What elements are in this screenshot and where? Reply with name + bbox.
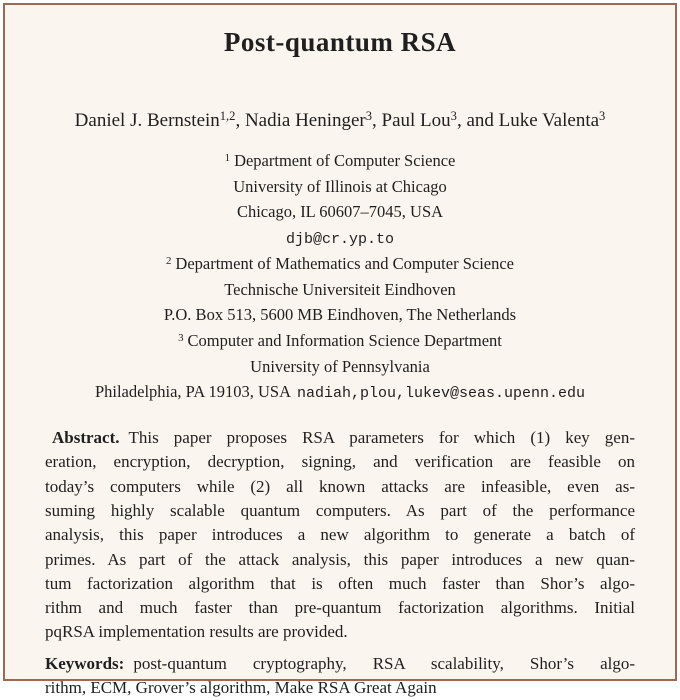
- institute-line: [5, 278, 675, 304]
- institute-text: Computer and Information Science Department: [187, 330, 502, 350]
- institute-line: [5, 175, 675, 201]
- paper-title: Post-quantum RSA: [223, 27, 457, 57]
- keywords-line: [45, 652, 635, 676]
- author-separator: , and: [456, 110, 499, 131]
- institute-line: [5, 303, 675, 329]
- institute-line: [5, 226, 675, 252]
- author-name: Luke Valenta: [498, 110, 600, 131]
- author: [499, 110, 606, 131]
- institute-text: Department of Computer Science: [234, 151, 456, 170]
- institute-text: Philadelphia, PA 19103, USA: [94, 382, 291, 402]
- author: [75, 110, 245, 131]
- author-name: Paul Lou: [381, 110, 451, 131]
- author-affiliation-marker: 3: [599, 109, 606, 124]
- institute-line: [5, 329, 675, 355]
- authors-line: [5, 108, 675, 134]
- affiliation-marker: 2: [165, 254, 172, 267]
- author-name: Nadia Heninger: [244, 110, 366, 131]
- abstract-line: today’s computers while (2) all known attacks are infeasible, even as-: [45, 476, 635, 496]
- abstract-line: eration, encryption, decryption, signing, and verification are feasible on: [45, 452, 635, 472]
- institute-text: University of Pennsylvania: [250, 356, 430, 376]
- affiliations-block: [5, 149, 675, 406]
- paper-page: [3, 3, 677, 697]
- abstract-line: tum factorization algorithm that is often much faster than Shor’s algo-: [45, 573, 635, 593]
- author-name: Daniel J. Bernstein: [74, 110, 220, 131]
- author-affiliation-marker: 1,2: [219, 109, 236, 124]
- institute-line: [5, 252, 675, 278]
- institute-line: [5, 200, 675, 226]
- author: [245, 110, 382, 131]
- abstract-line: pqRSA implementation results are provided.: [45, 622, 348, 642]
- institute-line: [5, 149, 675, 175]
- abstract-section: [45, 426, 635, 645]
- abstract-text: This paper proposes RSA parameters for which (1) key gen-: [128, 428, 635, 448]
- email-text: nadiah,plou,lukev@seas.upenn.edu: [297, 385, 586, 403]
- abstract-line: [45, 426, 635, 450]
- institute-text: Technische Universiteit Eindhoven: [224, 279, 456, 299]
- affiliation-marker: 3: [178, 332, 184, 345]
- keywords-label: Keywords:: [45, 653, 125, 673]
- email-text: djb@cr.yp.to: [285, 231, 395, 249]
- abstract-label: Abstract.: [52, 428, 120, 448]
- affiliation-marker: 1: [224, 152, 231, 165]
- author-affiliation-marker: 3: [365, 109, 373, 124]
- institute-text: Chicago, IL 60607–7045, USA: [236, 202, 444, 222]
- abstract-line: suming highly scalable quantum computers. As part of the performance: [45, 500, 635, 520]
- author-separator: ,: [372, 110, 382, 131]
- abstract-line: primes. As part of the attack analysis, this paper introduces a new quan-: [45, 549, 635, 569]
- author: [382, 110, 499, 131]
- keywords-text: post-quantum cryptography, RSA scalability, Shor’s algo-: [133, 653, 635, 673]
- abstract-line: analysis, this paper introduces a new algorithm to generate a batch of: [45, 525, 635, 545]
- author-affiliation-marker: 3: [450, 109, 457, 124]
- keywords-line: rithm, ECM, Grover’s algorithm, Make RSA Great Again: [45, 677, 437, 697]
- abstract-line: rithm and much faster than pre-quantum factorization algorithms. Initial: [45, 598, 635, 618]
- institute-text: P.O. Box 513, 5600 MB Eindhoven, The Netherlands: [163, 305, 517, 325]
- institute-text: Department of Mathematics and Computer Science: [175, 253, 515, 273]
- institute-text: University of Illinois at Chicago: [233, 176, 447, 196]
- author-separator: ,: [235, 110, 245, 131]
- institute-line: [5, 355, 675, 381]
- keywords-section: [45, 652, 635, 700]
- institute-line: [5, 380, 675, 406]
